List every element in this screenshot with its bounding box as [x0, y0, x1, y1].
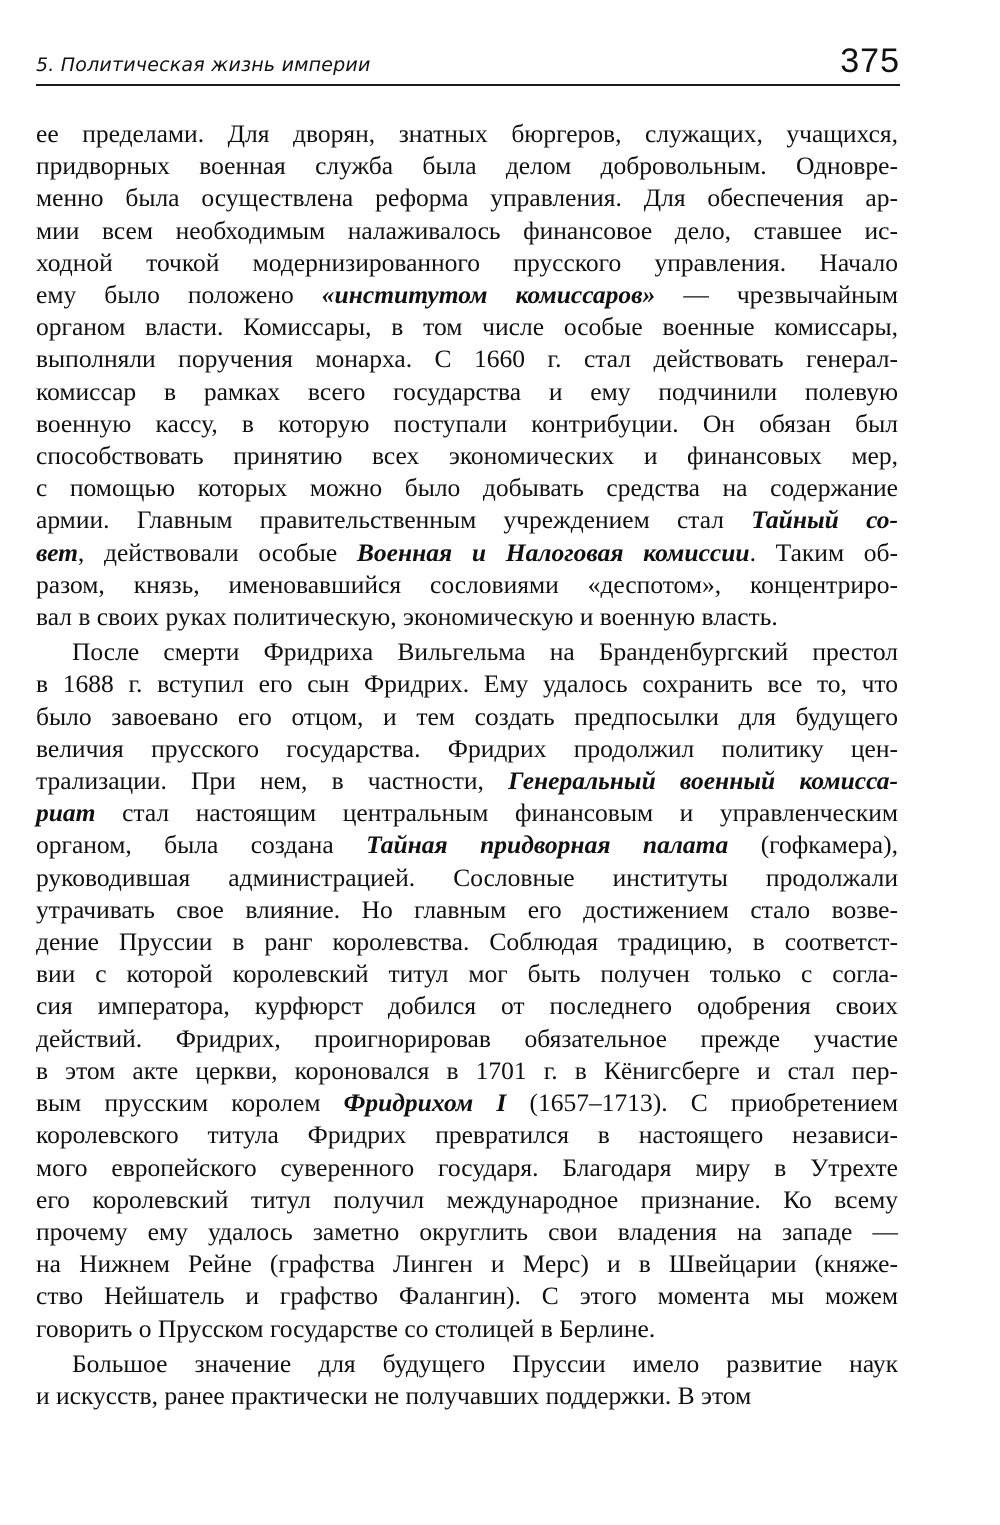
text-line	[36, 1380, 898, 1412]
text-run: Большое значение для будущего Пруссии имело развитие наук	[72, 1348, 898, 1378]
text-run: вым прусским королем	[36, 1088, 344, 1118]
text-line	[36, 440, 898, 472]
text-run: было завоевано его отцом, и тем создать предпосылки для будущего	[36, 701, 898, 731]
text-run: прочему ему удалось заметно округлить свои владения на западе —	[36, 1216, 898, 1246]
emphasized-term: «институтом комиссаров»	[321, 280, 656, 310]
emphasized-term: Генеральный военный комисса-	[508, 766, 898, 796]
text-line	[36, 1087, 898, 1119]
text-run: действий. Фридрих, проигнорировав обязательное прежде участие	[36, 1023, 898, 1053]
text-run: трализации. При нем, в частности,	[36, 766, 509, 796]
text-line	[36, 958, 898, 990]
text-run: вии с которой королевский титул мог быть получен только с согла-	[36, 959, 898, 989]
text-run: ство Нейшатель и графство Фалангин). С этого момента мы можем	[36, 1281, 898, 1311]
emphasized-term: Тайный со-	[751, 505, 899, 535]
text-line	[36, 472, 898, 504]
text-run: ее пределами. Для дворян, знатных бюргеров, служащих, учащихся,	[36, 119, 898, 148]
text-run: . Таким об-	[749, 537, 899, 567]
emphasized-term: Фридрихом I	[343, 1088, 507, 1118]
text-run: способствовать принятию всех экономических и финансовых мер,	[36, 441, 898, 471]
running-header	[36, 34, 900, 86]
text-run: — чрезвычайным	[655, 280, 899, 310]
text-line	[36, 1152, 898, 1184]
text-line	[36, 569, 898, 601]
text-run: в этом акте церкви, короновался в 1701 г. в Кёнигсберге и стал пер-	[36, 1055, 898, 1085]
text-run: говорить о Прусском государстве со столицей в Берлине.	[36, 1313, 656, 1343]
page-number: 375	[840, 42, 900, 80]
text-run: военную кассу, в которую поступали контрибуции. Он обязан был	[36, 408, 898, 438]
text-line	[36, 311, 898, 343]
emphasized-term: риат	[36, 798, 96, 828]
text-line	[36, 343, 898, 375]
emphasized-term: вет	[36, 537, 78, 567]
text-line	[36, 215, 898, 247]
text-run: сия императора, курфюрст добился от последнего одобрения своих	[36, 991, 898, 1021]
text-run: После смерти Фридриха Вильгельма на Бранденбургский престол	[72, 637, 898, 667]
text-line	[36, 408, 898, 440]
text-run: ходной точкой модернизированного прусского управления. Начало	[36, 247, 898, 277]
text-line	[36, 862, 898, 894]
text-run: , действовали особые	[77, 537, 357, 567]
text-run: армии. Главным правительственным учреждением стал	[36, 505, 752, 535]
text-run: придворных военная служба была делом добровольным. Одновре-	[36, 151, 898, 181]
paragraph-3	[36, 1348, 898, 1412]
paragraph-2	[36, 636, 898, 1344]
text-run: королевского титула Фридрих превратился в настоящего независи-	[36, 1120, 898, 1150]
text-line	[36, 279, 898, 311]
text-line	[36, 733, 898, 765]
text-line	[36, 1023, 898, 1055]
text-line	[36, 1248, 898, 1280]
text-line	[36, 118, 898, 150]
text-run: на Нижнем Рейне (графства Линген и Мерс) и в Швейцарии (княже-	[36, 1249, 898, 1279]
text-line	[36, 1216, 898, 1248]
text-run: разом, князь, именовавшийся сословиями «деспотом», концентриро-	[36, 569, 898, 599]
chapter-title: 5. Политическая жизнь империи	[36, 54, 371, 76]
text-line	[36, 636, 898, 668]
text-run: органом, была создана	[36, 830, 367, 860]
text-line	[36, 990, 898, 1022]
text-run: с помощью которых можно было добывать средства на содержание	[36, 473, 898, 503]
text-line	[36, 1119, 898, 1151]
text-line	[36, 668, 898, 700]
text-run: выполняли поручения монарха. С 1660 г. стал действовать генерал-	[36, 344, 898, 374]
text-run: мии всем необходимым налаживалось финансовое дело, ставшее ис-	[36, 215, 898, 245]
text-line	[36, 1280, 898, 1312]
text-run: мого европейского суверенного государя. Благодаря миру в Утрехте	[36, 1152, 898, 1182]
text-run: и искусств, ранее практически не получавших поддержки. В этом	[36, 1380, 752, 1410]
paragraph-1	[36, 118, 898, 633]
text-line	[36, 182, 898, 214]
text-line	[36, 537, 898, 569]
text-run: (1657–1713). С приобретением	[506, 1088, 898, 1118]
text-run: величия прусского государства. Фридрих продолжил политику цен-	[36, 733, 898, 763]
emphasized-term: Тайная придворная палата	[366, 830, 729, 860]
text-line	[36, 150, 898, 182]
text-run: органом власти. Комиссары, в том числе особые военные комиссары,	[36, 312, 898, 342]
text-line	[36, 1348, 898, 1380]
body-text	[36, 118, 898, 1412]
text-line	[36, 1313, 898, 1345]
text-line	[36, 765, 898, 797]
emphasized-term: Военная и Налоговая комиссии	[356, 537, 750, 567]
text-run: вал в своих руках политическую, экономическую и военную власть.	[36, 602, 778, 632]
text-line	[36, 797, 898, 829]
text-line	[36, 504, 898, 536]
text-line	[36, 247, 898, 279]
text-line	[36, 829, 898, 861]
text-run: руководившая администрацией. Сословные институты продолжали	[36, 862, 898, 892]
text-run: дение Пруссии в ранг королевства. Соблюдая традицию, в соответст-	[36, 927, 898, 957]
text-line	[36, 701, 898, 733]
text-run: комиссар в рамках всего государства и ему подчинили полевую	[36, 376, 898, 406]
text-line	[36, 894, 898, 926]
text-line	[36, 1055, 898, 1087]
text-line	[36, 926, 898, 958]
text-run: (гофкамера),	[728, 830, 898, 860]
text-line	[36, 1184, 898, 1216]
text-line	[36, 376, 898, 408]
text-run: в 1688 г. вступил его сын Фридрих. Ему удалось сохранить все то, что	[36, 669, 898, 699]
text-run: стал настоящим центральным финансовым и управленческим	[95, 798, 898, 828]
text-run: менно была осуществлена реформа управления. Для обеспечения ар-	[36, 183, 898, 213]
text-run: утрачивать свое влияние. Но главным его достижением стало возве-	[36, 894, 898, 924]
text-run: ему было положено	[36, 280, 322, 310]
text-line	[36, 601, 898, 633]
text-run: его королевский титул получил международное признание. Ко всему	[36, 1184, 898, 1214]
